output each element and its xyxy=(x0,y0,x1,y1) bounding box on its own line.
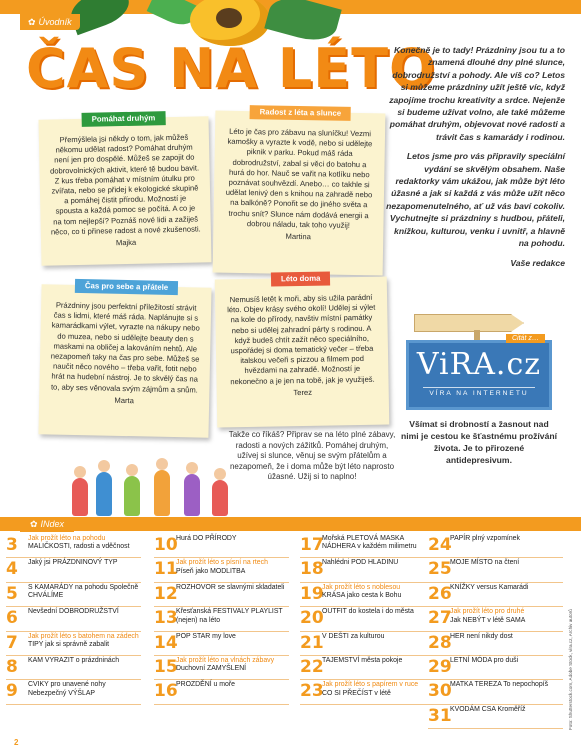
index-page-number: 27 xyxy=(428,608,452,629)
index-entry-title: KVODÁM CSA Kroměříž xyxy=(450,705,526,713)
index-entry[interactable] xyxy=(6,558,141,582)
index-page-number: 22 xyxy=(300,656,324,677)
intro-signature: Vaše redakce xyxy=(510,257,565,268)
intro-text xyxy=(385,44,565,276)
index-page-number: 6 xyxy=(6,608,18,629)
index-column xyxy=(6,534,141,705)
note-author: Majka xyxy=(115,237,137,248)
index-page-number: 18 xyxy=(300,559,324,580)
index-page-number: 26 xyxy=(428,583,452,604)
index-entry[interactable] xyxy=(300,534,435,558)
index-entry-text xyxy=(28,680,141,698)
index-entry-title: MOJE MÍSTO na čtení xyxy=(450,559,520,567)
index-entry-title: MATKA TEREZA To nepochopíš xyxy=(450,681,549,689)
index-page-number: 12 xyxy=(154,583,178,604)
note-card xyxy=(38,113,211,266)
index-entry-title: Jak NEBÝT v létě SAMA xyxy=(450,616,526,624)
kid-figure xyxy=(72,478,88,516)
index-entry[interactable] xyxy=(154,680,289,704)
note-card xyxy=(38,281,211,438)
photo-credit: Foto: Shutterstock.com, Adobe Stock, vira.cz, Archiv autorů xyxy=(568,609,573,730)
index-page-number: 14 xyxy=(154,632,178,653)
page-number: 2 xyxy=(14,738,19,747)
index-entry-title: KAM VYRAZIT o prázdninách xyxy=(28,656,120,664)
page-title: ČAS NA LÉTO xyxy=(26,37,436,100)
vira-logo[interactable] xyxy=(406,340,552,410)
index-column xyxy=(300,534,435,705)
index-entry[interactable] xyxy=(6,583,141,607)
quote-text: Všímat si drobností a žasnout nad nimi je cestou ke šťastnému prožívání života. Je to přirozené antidepresivum. xyxy=(401,419,557,465)
index-entry-text xyxy=(176,534,289,543)
note-text: Léto je čas pro zábavu na sluníčku! Vezmi kamošky a vyrazte k vodě, nebo si udělejte piknik v parku. Pokud máš ráda dobrodružství, zabal si věci do batohu a hurá do hor. Nauč se vařit na kotlíku nebo poznávat souhvězdí. Anebo… co takhle si udělat lenivý den s knihou na zahradě nebo na balkóně? Ponořit se do jiného světa a trochu snít? Slunce nám dodává energii a dobrou náladu, tak toho využij! xyxy=(225,126,373,230)
index-entry-text xyxy=(450,558,563,567)
note-title: Pomáhat druhým xyxy=(82,111,166,127)
index-entry-text xyxy=(322,632,435,641)
index-entry-text xyxy=(28,656,141,665)
index-entry-title: Píseň jako MODLITBA xyxy=(176,567,246,575)
flower-icon: ✿ xyxy=(28,17,36,27)
index-entry-highlight: Jak prožít léto na pohodu xyxy=(28,535,106,542)
kid-figure xyxy=(212,480,228,516)
index-entry[interactable] xyxy=(428,632,563,656)
index-entry[interactable] xyxy=(300,583,435,607)
index-entry-title: TIPY jak si správně zabalit xyxy=(28,640,110,648)
index-page-number: 24 xyxy=(428,535,452,555)
index-page-number: 16 xyxy=(154,681,178,702)
note-title: Léto doma xyxy=(271,271,331,286)
intro-paragraph: Konečně je to tady! Prázdniny jsou tu a to znamená dlouhé dny plné slunce, dobrodružství a pohody. Ale víš co? Letos si můžeme prázdniny užít ještě víc, když zapojíme trochu kreativity a srdce. Nejenže si budeme užívat volno, ale také můžeme pomáhat druhým, objevovat nové radosti a trávit čas s kamarády i rodinou. xyxy=(389,45,565,142)
index-entry-title: Jaký jsi PRÁZDNINOVÝ TYP xyxy=(28,559,118,567)
note-author: Marta xyxy=(114,395,134,406)
vira-logo-subtitle: VÍRA NA INTERNETU xyxy=(423,387,535,397)
intro-paragraph: Letos jsme pro vás připravily speciální vydání se skvělým obsahem. Naše redaktorky vám ukážou, jak může být léto úžasné a jak si každá z vás může užít něco nezapomenutelného, ať už vás baví cokoliv. Vychutnejte si prázdniny s hudbou, přáteli, knížkou, kulturou, venku i uvnitř, a hlavně na pohodu. xyxy=(386,151,565,249)
index-entry[interactable] xyxy=(6,632,141,656)
index-entry-highlight: Jak prožít léto na vlnách zábavy xyxy=(176,656,275,664)
index-entry[interactable] xyxy=(428,680,563,704)
index-column xyxy=(428,534,563,729)
index-entry-text xyxy=(176,632,289,641)
index-entry-text xyxy=(28,583,141,601)
index-page-number: 17 xyxy=(300,535,324,555)
index-entry-title: KRÁSA jako cesta k Bohu xyxy=(322,592,402,600)
index-entry[interactable] xyxy=(300,607,435,631)
index-entry-text xyxy=(322,656,435,665)
index-entry-title: Nahlédni POD HLADINU xyxy=(322,559,399,567)
index-entry-title: LETNÍ MÓDA pro duši xyxy=(450,656,519,664)
index-entry-text xyxy=(322,583,435,601)
index-entry-title: V DEŠTI za kulturou xyxy=(322,632,385,640)
index-entry[interactable] xyxy=(154,534,289,558)
index-page-number: 13 xyxy=(154,608,178,629)
index-entry[interactable] xyxy=(428,558,563,582)
note-title: Radost z léta a slunce xyxy=(250,105,352,121)
index-page-number: 20 xyxy=(300,608,324,629)
note-title: Čas pro sebe a přátele xyxy=(75,279,178,295)
index-page-number: 25 xyxy=(428,559,452,580)
index-entry-title: MALIČKOSTI, radosti a vděčnost xyxy=(28,543,130,551)
index-entry[interactable] xyxy=(6,534,141,558)
index-color-bar xyxy=(0,517,581,531)
index-entry-title: S KAMARÁDY na pohodu Společně CHVÁLÍME xyxy=(28,583,139,600)
note-card xyxy=(215,273,390,428)
index-entry-text xyxy=(322,558,435,567)
outro-text: Takže co říkáš? Připrav se na léto plné zábavy, radosti a nových zážitků. Pomáhej druhým, užívej si slunce, věnuj se svým přátelům a nezapomeň, že i doma může být léto naprosto úžasné. Užij si to naplno! xyxy=(228,430,396,482)
kids-illustration xyxy=(62,440,232,516)
index-entry-text xyxy=(322,534,435,552)
index-page-number: 3 xyxy=(6,535,18,555)
index-entry-text xyxy=(176,656,289,674)
index-entry-title: Mořská PLETOVÁ MASKA NÁDHERA v každém milimetru xyxy=(322,535,417,551)
index-entry-text xyxy=(450,583,563,592)
note-text: Přemýšlela jsi někdy o tom, jak můžeš někomu udělat radost? Pomáhat druhým není jen pro dospělé. Můžeš se zapojit do dobrovolnických aktivit, které tě budou bavit. Z kus třeba pomáhat v místním útulku pro zvířata, nebo se přidej k ekologické skupině a pomáhej čistit přírodu. Možností je spousta a každá pomoc se počítá. A co je na tom nejlepší? Poznáš nové lidi a zažiješ něco, co ti přinese radost a nové zkušenosti. xyxy=(49,132,201,237)
index-entry[interactable] xyxy=(300,632,435,656)
index-entry[interactable] xyxy=(428,656,563,680)
index-entry[interactable] xyxy=(154,583,289,607)
index-page-number: 15 xyxy=(154,656,178,677)
index-entry-text xyxy=(176,583,289,592)
index-entry-text xyxy=(450,534,563,543)
note-author: Terez xyxy=(293,387,313,397)
index-entry-title: Křesťanská FESTIVALY PLAYLIST (nejen) na léto xyxy=(176,608,283,624)
index-page-number: 7 xyxy=(6,632,18,653)
index-entry-title: OUTFIT do kostela i do města xyxy=(322,608,414,616)
index-entry-text xyxy=(28,607,141,616)
index-entry-text xyxy=(176,558,289,576)
index-entry-text xyxy=(28,558,141,567)
index-entry-text xyxy=(28,534,141,552)
index-page-number: 11 xyxy=(154,559,178,580)
signpost-decoration xyxy=(404,314,524,336)
index-entry[interactable] xyxy=(428,705,563,729)
index-entry-highlight: Jak prožít léto s noblesou xyxy=(322,583,401,591)
index-entry-title: Hurá DO PŘÍRODY xyxy=(176,535,237,542)
index-page-number: 31 xyxy=(428,705,452,726)
index-entry-text xyxy=(322,680,435,698)
note-text: Nemusíš letět k moři, aby sis užila parádní léto. Objev krásy svého okolí! Udělej si výlet na kole do přírody, navštiv místní památky nebo si udělej zahradní párty s rodinou. A když budeš chtít zažít něco speciálního, uspořádej si doma tematický večer – třeba italskou večeři s pizzou a filmem pod hvězdami na zahradě. Možností je nekonečno a je jen na tobě, jak je využiješ. xyxy=(227,292,376,386)
kid-figure xyxy=(96,472,112,516)
index-page-number: 28 xyxy=(428,632,452,653)
index-entry-text xyxy=(176,680,289,689)
index-entry-text xyxy=(28,632,141,650)
index-entry[interactable] xyxy=(428,607,563,631)
index-entry-title: PROZDĚNÍ u moře xyxy=(176,681,235,689)
section-tag-label: Úvodník xyxy=(38,17,72,27)
quote-box xyxy=(400,335,558,490)
vira-logo-text: ViRA.cz xyxy=(416,347,542,382)
kid-figure xyxy=(154,470,170,516)
index-entry-title: TAJEMSTVÍ města pokoje xyxy=(322,656,403,664)
index-entry-highlight: Jak prožít léto pro druhé xyxy=(450,608,525,616)
index-entry[interactable] xyxy=(154,632,289,656)
note-author: Martina xyxy=(285,231,311,242)
index-entry[interactable] xyxy=(6,680,141,704)
note-card xyxy=(213,107,386,276)
signpost-board xyxy=(414,314,524,332)
index-page-number: 19 xyxy=(300,583,324,604)
section-tag xyxy=(20,14,80,30)
index-page-number: 29 xyxy=(428,656,452,677)
index-entry-highlight: Jak prožít léto s batohem na zádech xyxy=(28,632,139,640)
index-tag-label: INdex xyxy=(40,519,65,529)
index-entry[interactable] xyxy=(154,656,289,680)
index-entry[interactable] xyxy=(428,583,563,607)
note-text: Prázdniny jsou perfektní příležitostí strávit čas s lidmi, které máš ráda. Naplánujte si s kamarádkami výlet, vyrazte na nákupy nebo do muzea, nebo si udělejte beauty den s maskami na obličej a lakováním nehtů. Ale nezapomeň taky na čas pro sebe. Můžeš se naučit něco nového – třeba vařit, fotit nebo hrát na hudební nástroj. Je to skvělý čas na to, aby ses věnovala svým zájmům a snům. xyxy=(50,300,200,395)
index-entry[interactable] xyxy=(300,680,435,704)
kid-figure xyxy=(184,474,200,516)
index-entry[interactable] xyxy=(300,656,435,680)
index-page-number: 4 xyxy=(6,559,18,580)
index-page-number: 5 xyxy=(6,583,18,604)
index-column xyxy=(154,534,289,705)
index-entry-title: ROZHOVOR se slavnými skladateli xyxy=(176,583,285,591)
index-entry[interactable] xyxy=(428,534,563,558)
index-entry-title: Duchovní ZAMYŠLENÍ xyxy=(176,665,247,673)
index-entry-text xyxy=(450,656,563,665)
index-entry-text xyxy=(450,607,563,625)
index-page-number: 30 xyxy=(428,681,452,702)
index-page-number: 9 xyxy=(6,681,18,702)
index-tag xyxy=(20,517,74,532)
index-entry-title: CO SI PŘEČÍST v létě xyxy=(322,689,391,697)
index-entry[interactable] xyxy=(300,558,435,582)
index-entry-title: PAPÍR plný vzpomínek xyxy=(450,535,520,542)
index-entry-text xyxy=(322,607,435,616)
index-page-number: 21 xyxy=(300,632,324,653)
index-entry-text xyxy=(450,680,563,689)
index-entry-highlight: Jak prožít léto s papírem v ruce xyxy=(322,681,419,689)
index-entry-highlight: Jak prožít léto s písní na rtech xyxy=(176,559,268,567)
index-entry-title: POP STAR my love xyxy=(176,632,236,640)
index-entry-text xyxy=(176,607,289,625)
kid-figure xyxy=(124,476,140,516)
index-entry-text xyxy=(450,705,563,714)
index-entry-title: HER není nikdy dost xyxy=(450,632,513,640)
index-entry-title: CVIKY pro unavené nohy Nebezpečný VÝŠLAP xyxy=(28,681,106,697)
index-entry-text xyxy=(450,632,563,641)
flower-icon: ✿ xyxy=(30,519,38,529)
index-entry-title: KNÍŽKY versus Kamarádi xyxy=(450,583,529,591)
index-page-number: 8 xyxy=(6,656,18,677)
index-page-number: 23 xyxy=(300,681,324,702)
index-entry[interactable] xyxy=(6,656,141,680)
index-entry[interactable] xyxy=(154,607,289,631)
quote-tag: Citát z… xyxy=(506,334,545,343)
index-entry[interactable] xyxy=(6,607,141,631)
index-page-number: 10 xyxy=(154,535,178,555)
index-entry-title: Nevšední DOBRODRUŽSTVÍ xyxy=(28,608,119,616)
index-entry[interactable] xyxy=(154,558,289,582)
